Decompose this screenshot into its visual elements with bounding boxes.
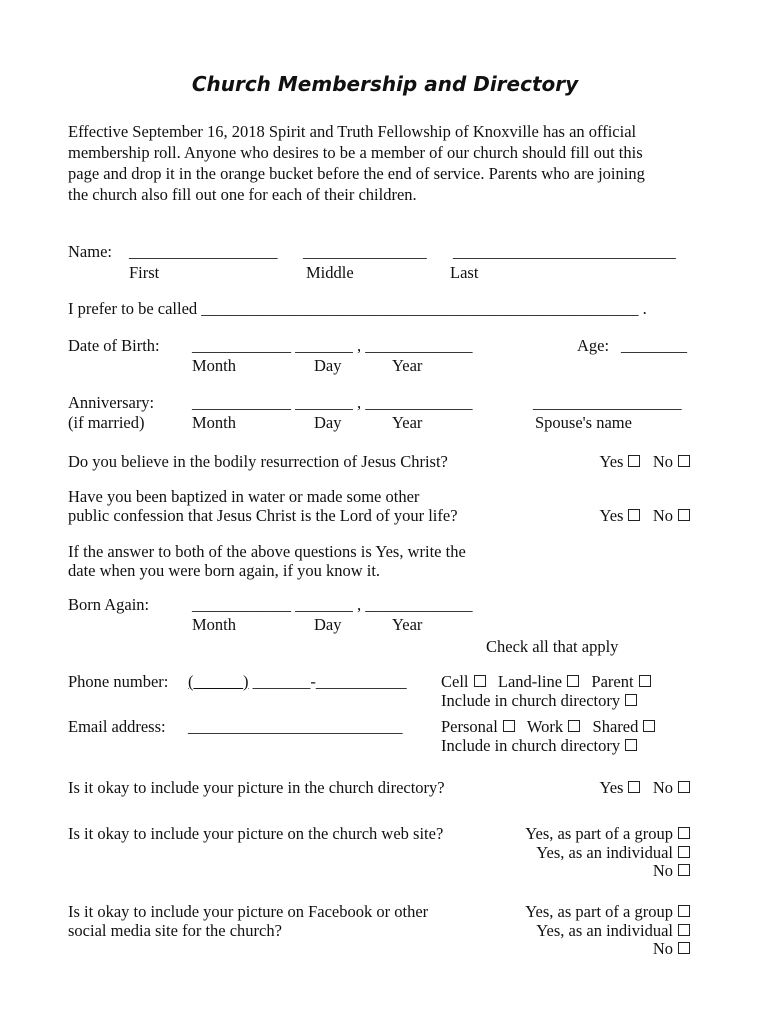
intro-paragraph — [68, 121, 703, 205]
no-label: No — [652, 861, 673, 880]
yes-checkbox[interactable] — [628, 509, 640, 521]
email-type-options — [441, 717, 655, 736]
first-caption: First — [129, 263, 160, 282]
landline-checkbox[interactable] — [567, 675, 579, 687]
anniversary-day-caption: Day — [314, 413, 342, 432]
work-label: Work — [526, 717, 564, 736]
yes-label: Yes — [599, 506, 624, 525]
phone-include-checkbox[interactable] — [625, 694, 637, 706]
middle-caption: Middle — [306, 263, 354, 282]
phone-type-options — [441, 672, 651, 691]
preferred-name-field[interactable]: I prefer to be called _____________________________________________________ . — [68, 299, 647, 318]
no-label: No — [652, 778, 673, 797]
check-all-note: Check all that apply — [486, 637, 619, 656]
no-label: No — [652, 452, 673, 471]
resurrection-options — [599, 452, 690, 471]
phone-number[interactable]: _______-___________ — [248, 672, 407, 691]
spouse-name-field[interactable]: __________________ — [533, 393, 682, 412]
dob-year-caption: Year — [392, 356, 423, 375]
personal-checkbox[interactable] — [503, 720, 515, 732]
email-include-checkbox[interactable] — [625, 739, 637, 751]
anniversary-label: Anniversary: — [68, 393, 155, 412]
born-day-caption: Day — [314, 615, 342, 634]
social-option-group — [525, 902, 690, 921]
question-resurrection: Do you believe in the bodily resurrection of Jesus Christ? — [68, 452, 448, 471]
page-title: Church Membership and Directory — [191, 72, 579, 96]
dob-day-caption: Day — [314, 356, 342, 375]
parent-checkbox[interactable] — [639, 675, 651, 687]
intro-line: Effective September 16, 2018 Spirit and Truth Fellowship of Knoxville has an official — [68, 122, 637, 141]
yes-checkbox[interactable] — [628, 455, 640, 467]
no-checkbox[interactable] — [678, 781, 690, 793]
no-label: No — [652, 939, 673, 958]
dob-label: Date of Birth: — [68, 336, 160, 355]
cell-checkbox[interactable] — [474, 675, 486, 687]
email-field[interactable]: __________________________ — [188, 717, 403, 736]
directory-picture-options — [599, 778, 690, 797]
born-again-note-line2: date when you were born again, if you know it. — [68, 561, 381, 580]
intro-line: page and drop it in the orange bucket before the end of service. Parents who are joining — [68, 164, 645, 183]
phone-label: Phone number: — [68, 672, 169, 691]
born-month-caption: Month — [192, 615, 237, 634]
parent-label: Parent — [591, 672, 634, 691]
website-option-group — [525, 824, 690, 843]
no-checkbox[interactable] — [678, 864, 690, 876]
dob-field[interactable]: ____________ _______ , _____________ — [192, 336, 473, 355]
social-option-no — [653, 939, 690, 958]
no-checkbox[interactable] — [678, 942, 690, 954]
anniversary-field[interactable]: ____________ _______ , _____________ — [192, 393, 473, 412]
cell-label: Cell — [441, 672, 469, 691]
question-website-picture: Is it okay to include your picture on the church web site? — [68, 824, 444, 843]
email-include-option — [441, 736, 637, 755]
phone-include-label: Include in church directory — [441, 691, 621, 710]
born-again-field[interactable]: ____________ _______ , _____________ — [192, 595, 473, 614]
yes-label: Yes — [599, 452, 624, 471]
last-caption: Last — [450, 263, 479, 282]
landline-label: Land-line — [497, 672, 563, 691]
website-option-no — [653, 861, 690, 880]
individual-label: Yes, as an individual — [536, 921, 673, 940]
anniversary-sublabel: (if married) — [68, 413, 145, 432]
yes-checkbox[interactable] — [628, 781, 640, 793]
age-field[interactable]: ________ — [621, 336, 687, 355]
email-include-label: Include in church directory — [441, 736, 621, 755]
baptism-options — [599, 506, 690, 525]
no-label: No — [652, 506, 673, 525]
yes-label: Yes — [599, 778, 624, 797]
last-name-field[interactable]: ___________________________ — [453, 242, 676, 261]
phone-include-option — [441, 691, 637, 710]
shared-label: Shared — [592, 717, 639, 736]
group-label: Yes, as part of a group — [525, 824, 673, 843]
group-checkbox[interactable] — [678, 905, 690, 917]
dob-month-caption: Month — [192, 356, 237, 375]
question-directory-picture: Is it okay to include your picture in the church directory? — [68, 778, 445, 797]
middle-name-field[interactable]: _______________ — [303, 242, 427, 261]
age-label: Age: — [577, 336, 610, 355]
anniversary-year-caption: Year — [392, 413, 423, 432]
no-checkbox[interactable] — [678, 455, 690, 467]
social-option-individual — [536, 921, 690, 940]
anniversary-month-caption: Month — [192, 413, 237, 432]
spouse-caption: Spouse's name — [535, 413, 632, 432]
work-checkbox[interactable] — [568, 720, 580, 732]
name-label: Name: — [68, 242, 112, 261]
born-again-label: Born Again: — [68, 595, 150, 614]
question-social-picture-line2: social media site for the church? — [68, 921, 282, 940]
email-label: Email address: — [68, 717, 166, 736]
question-social-picture-line1: Is it okay to include your picture on Facebook or other — [68, 902, 429, 921]
personal-label: Personal — [441, 717, 498, 736]
individual-checkbox[interactable] — [678, 846, 690, 858]
individual-label: Yes, as an individual — [536, 843, 673, 862]
individual-checkbox[interactable] — [678, 924, 690, 936]
first-name-field[interactable]: __________________ — [129, 242, 278, 261]
group-label: Yes, as part of a group — [525, 902, 673, 921]
website-option-individual — [536, 843, 690, 862]
question-baptism-line1: Have you been baptized in water or made some other — [68, 487, 420, 506]
born-again-note-line1: If the answer to both of the above questions is Yes, write the — [68, 542, 466, 561]
intro-line: membership roll. Anyone who desires to be a member of our church should fill out this — [68, 143, 643, 162]
intro-line: the church also fill out one for each of their children. — [68, 185, 417, 204]
phone-area-code[interactable]: (______) — [188, 672, 249, 691]
no-checkbox[interactable] — [678, 509, 690, 521]
question-baptism-line2: public confession that Jesus Christ is the Lord of your life? — [68, 506, 458, 525]
shared-checkbox[interactable] — [643, 720, 655, 732]
phone-field[interactable] — [188, 672, 407, 691]
group-checkbox[interactable] — [678, 827, 690, 839]
born-year-caption: Year — [392, 615, 423, 634]
